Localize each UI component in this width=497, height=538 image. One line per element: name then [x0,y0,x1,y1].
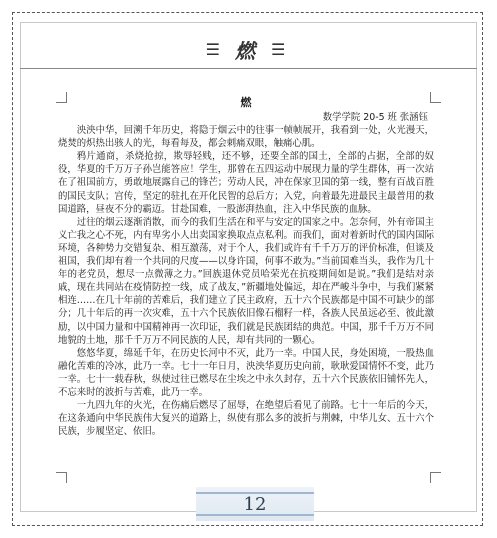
header-right-mark: ☰ [271,39,285,59]
essay-author: 数学学院 20-5 班 张涵钰 [322,112,428,123]
crop-mark-bottom-left [56,472,67,483]
essay-paragraph-1: 泱泱中华，回溯千年历史，将隐于烟云中的往事一帧帧展开，我看到一处，火光漫天，烧焚的炽热出骇人的光，每看每及，都会刺痛双眼，触痛心肌。 [58,125,434,150]
header-rule [20,68,477,69]
footer-band [196,487,314,521]
header-title: 燃 [235,38,255,63]
essay-title: 燃 [240,96,252,109]
essay-body [58,96,434,438]
essay-paragraph-4: 悠悠华夏，绵延千年，在历史长河中不灭，此乃一幸。中国人民，身处困境，一股热血融化苦难的冷冰，此乃一幸。七十一年日月，泱泱华夏历史向前，耿耿爱国情怀不变，此乃一幸。七十一载春秋，纵使过往已燃尽在尘埃之中永久封存，五十六个民族依旧铺怀先人，不忘来时的波折与苦难，此乃一幸。 [58,347,434,398]
crop-mark-bottom-right [430,472,441,483]
page-header [150,34,340,64]
header-left-mark: ☰ [205,39,219,59]
essay-paragraph-2: 鸦片通商，杀烧抢掠，欺辱轻贱，还不够，还要全部的国土，全部的占据，全部的奴役，华夏的千万万子孙岂能答应！学生，那曾在五四运动中展现力量的学生群体，再一次站在了祖国前方，勇敢地展露自己的锋芒；劳动人民，冲在保家卫国的第一线，整有百战百胜的国民支队；宫传，坚定的驻扎在开化民智的总后方；入党，向着最先进最民主最普用的救国道路，昼夜不分的霸迈。甘赴国难，一股澎湃热血，注入中华民族的血脉。 [58,151,434,215]
essay-paragraph-5: 一九四九年的火光，在伤痛后燃尽了屈辱，在绝望后看见了前路。七十一年后的今天，在这条通向中华民族伟大复兴的道路上，纵使有那么多的波折与荆棘，中华儿女、五十六个民族，步履坚定、依旧。 [58,400,434,438]
page-number: 12 [243,493,267,515]
essay-paragraph-3: 过往的烟云逐渐消散，而今的我们生活在和平与安定的国家之中。怎奈何，外有帝国主义亡我之心不死，内有卑劣小人出卖国家换取点点私利。而我们，面对着新时代的国内国际环境，各种势力交错复杂、相互激荡，对于个人，我们或许有千千万万的评价标准，但谈及祖国，我们却有着一个共同的尺度——以身许国，何事不敢为。”当前国难当头，我作为几十年的老党员，想尽一点微薄之力。”回族退休党员哈荣光在抗疫期间如是说。”我们是结对亲戚，现在共同站在疫情防控一线，成了战友，”新疆地处偏远，却在严峻斗争中，与我们紧紧相连……在几十年前的苦难后，我们建立了民主政府，五十六个民族都是中国不可缺少的部分；几十年后的再一次灾难，五十六个民族依旧像石榴籽一样，各族人民虽远必至、彼此激励，以中国力量和中国精神再一次印证，我们就是民族团结的典范。中国，那千千万万不同地貌的土地，那千千万万不同民族的人民，却有共同的一颗心。 [58,216,434,346]
